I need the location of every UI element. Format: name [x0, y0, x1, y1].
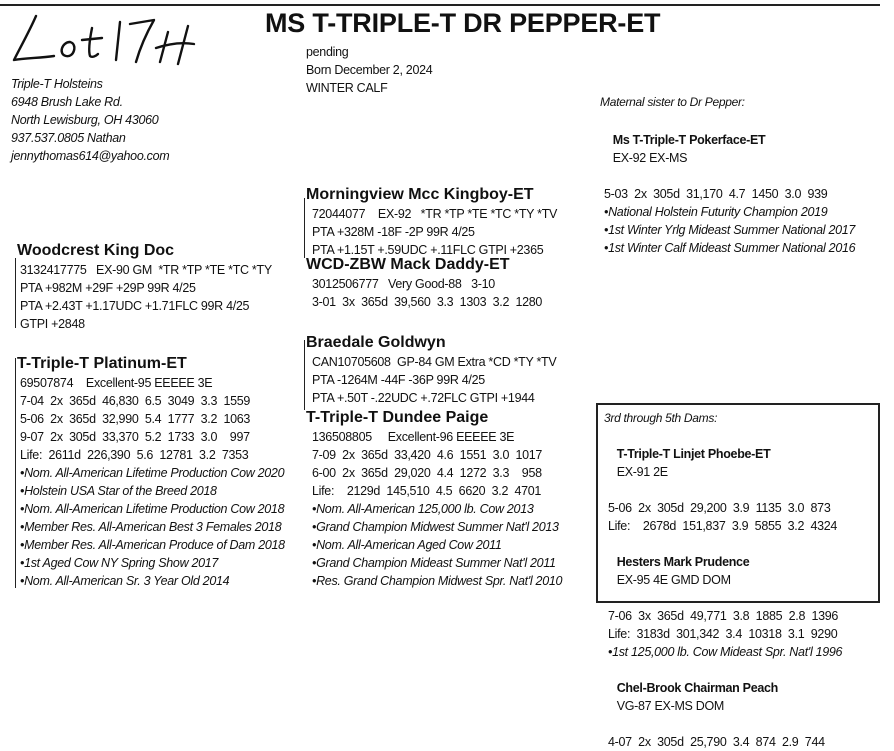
- third-dam-record: 5-06 2x 305d 29,200 3.9 1135 3.0 873: [608, 501, 831, 515]
- dam-dam-honor: •Grand Champion Midwest Summer Nat'l 2013: [312, 520, 559, 534]
- sire-pta-line: PTA +328M -18F -2P 99R 4/25: [312, 225, 475, 239]
- owner-contact: [11, 75, 169, 165]
- sire-id-line: 72044077 EX-92 *TR *TP *TE *TC *TY *TV: [312, 207, 558, 221]
- maternal-sister-class: EX-92 EX-MS: [612, 151, 688, 165]
- dam-sire-name: Braedale Goldwyn: [306, 334, 446, 351]
- sire-dam-block: [306, 255, 542, 311]
- dam-honor: •1st Aged Cow NY Spring Show 2017: [20, 556, 219, 570]
- dam-lifetime: Life: 2611d 226,390 5.6 12781 3.2 7353: [20, 448, 249, 462]
- animal-meta: [306, 43, 432, 97]
- sire-dam-name: WCD-ZBW Mack Daddy-ET: [306, 256, 510, 273]
- ancestral-dams-heading: 3rd through 5th Dams:: [604, 411, 718, 425]
- dam-id-line: 69507874 Excellent-95 EEEEE 3E: [20, 376, 213, 390]
- fourth-dam-record: 7-06 3x 365d 49,771 3.8 1885 2.8 1396: [608, 609, 839, 623]
- dam-sire-block: [306, 333, 556, 407]
- dam-block: [17, 354, 285, 590]
- dam-dam-block: [306, 408, 562, 590]
- fourth-dam-name: Hesters Mark Prudence: [616, 555, 750, 569]
- fourth-dam-class: EX-95 4E GMD DOM: [616, 573, 731, 587]
- dam-dam-record: 7-09 2x 365d 33,420 4.6 1551 3.0 1017: [312, 448, 543, 462]
- lot-number-handwriting: [8, 8, 198, 70]
- maternal-sister-honor: •National Holstein Futurity Champion 2019: [604, 205, 828, 219]
- ancestral-dams-content: [604, 409, 842, 751]
- sire-pta-line: PTA +1.15T +.59UDC +.11FLC GTPI +2365: [312, 243, 544, 257]
- sire-sire-gtpi-line: GTPI +2848: [20, 317, 85, 331]
- owner-phone: 937.537.0805 Nathan: [11, 131, 126, 145]
- fourth-dam-honor: •1st 125,000 lb. Cow Mideast Spr. Nat'l 1996: [608, 645, 843, 659]
- dam-record: 7-04 2x 365d 46,830 6.5 3049 3.3 1559: [20, 394, 251, 408]
- sire-sire-name: Woodcrest King Doc: [17, 242, 175, 259]
- dam-honor: •Nom. All-American Sr. 3 Year Old 2014: [20, 574, 230, 588]
- animal-title: MS T-TRIPLE-T DR PEPPER-ET: [265, 8, 661, 38]
- dam-record: 9-07 2x 305d 33,370 5.2 1733 3.0 997: [20, 430, 250, 444]
- maternal-sister-name: Ms T-Triple-T Pokerface-ET: [612, 133, 766, 147]
- owner-email: jennythomas614@yahoo.com: [11, 149, 170, 163]
- registration-status: pending: [306, 45, 349, 59]
- maternal-sister-intro: Maternal sister to Dr Pepper:: [600, 95, 745, 109]
- sire-dam-id-line: 3012506777 Very Good-88 3-10: [312, 277, 495, 291]
- dam-honor: •Member Res. All-American Produce of Dam 2018: [20, 538, 285, 552]
- dam-dam-honor: •Grand Champion Mideast Summer Nat'l 2011: [312, 556, 556, 570]
- sire-sire-pta-line: PTA +2.43T +1.17UDC +1.71FLC 99R 4/25: [20, 299, 250, 313]
- maternal-sister-honor: •1st Winter Calf Mideast Summer National 2016: [604, 241, 856, 255]
- dam-name: T-Triple-T Platinum-ET: [17, 355, 187, 372]
- dam-honor: •Holstein USA Star of the Breed 2018: [20, 484, 217, 498]
- dam-honor: •Member Res. All-American Best 3 Females 2018: [20, 520, 282, 534]
- dam-honor: •Nom. All-American Lifetime Production Cow 2020: [20, 466, 285, 480]
- dam-dam-lifetime: Life: 2129d 145,510 4.5 6620 3.2 4701: [312, 484, 542, 498]
- dam-sire-pta-line: PTA +.50T -.22UDC +.72FLC GTPI +1944: [312, 391, 535, 405]
- dam-dam-honor: •Res. Grand Champion Midwest Spr. Nat'l 2010: [312, 574, 563, 588]
- dam-sire-pta-line: PTA -1264M -44F -36P 99R 4/25: [312, 373, 485, 387]
- sire-block: [306, 185, 586, 259]
- sire-dam-record: 3-01 3x 365d 39,560 3.3 1303 3.2 1280: [312, 295, 543, 309]
- dam-dam-honor: •Nom. All-American Aged Cow 2011: [312, 538, 502, 552]
- birth-date: Born December 2, 2024: [306, 63, 433, 77]
- third-dam-class: EX-91 2E: [616, 465, 668, 479]
- owner-farm: Triple-T Holsteins: [11, 77, 103, 91]
- dam-dam-record: 6-00 2x 365d 29,020 4.4 1272 3.3 958: [312, 466, 542, 480]
- top-rule: [0, 4, 880, 6]
- third-dam-name: T-Triple-T Linjet Phoebe-ET: [616, 447, 771, 461]
- sire-sire-pta-line: PTA +982M +29F +29P 99R 4/25: [20, 281, 196, 295]
- fourth-dam-lifetime: Life: 3183d 301,342 3.4 10318 3.1 9290: [608, 627, 838, 641]
- owner-city: North Lewisburg, OH 43060: [11, 113, 159, 127]
- maternal-sister-record: 5-03 2x 305d 31,170 4.7 1450 3.0 939: [604, 187, 828, 201]
- dam-dam-honor: •Nom. All-American 125,000 lb. Cow 2013: [312, 502, 534, 516]
- maternal-sister-block: [600, 93, 855, 257]
- fifth-dam-name: Chel-Brook Chairman Peach: [616, 681, 778, 695]
- sire-sire-id-line: 3132417775 EX-90 GM *TR *TP *TE *TC *TY: [20, 263, 272, 277]
- calf-class: WINTER CALF: [306, 81, 388, 95]
- dam-record: 5-06 2x 365d 32,990 5.4 1777 3.2 1063: [20, 412, 251, 426]
- sire-name: Morningview Mcc Kingboy-ET: [306, 186, 534, 203]
- dam-dam-id-line: 136508805 Excellent-96 EEEEE 3E: [312, 430, 515, 444]
- dam-honor: •Nom. All-American Lifetime Production Cow 2018: [20, 502, 285, 516]
- dam-dam-name: T-Triple-T Dundee Paige: [306, 409, 489, 426]
- owner-street: 6948 Brush Lake Rd.: [11, 95, 123, 109]
- sire-sire-block: [17, 241, 272, 333]
- fifth-dam-record: 4-07 2x 305d 25,790 3.4 874 2.9 744: [608, 735, 825, 749]
- third-dam-lifetime: Life: 2678d 151,837 3.9 5855 3.2 4324: [608, 519, 838, 533]
- maternal-sister-honor: •1st Winter Yrlg Mideast Summer National 2017: [604, 223, 856, 237]
- fifth-dam-class: VG-87 EX-MS DOM: [616, 699, 725, 713]
- dam-sire-id-line: CAN10705608 GP-84 GM Extra *CD *TY *TV: [312, 355, 557, 369]
